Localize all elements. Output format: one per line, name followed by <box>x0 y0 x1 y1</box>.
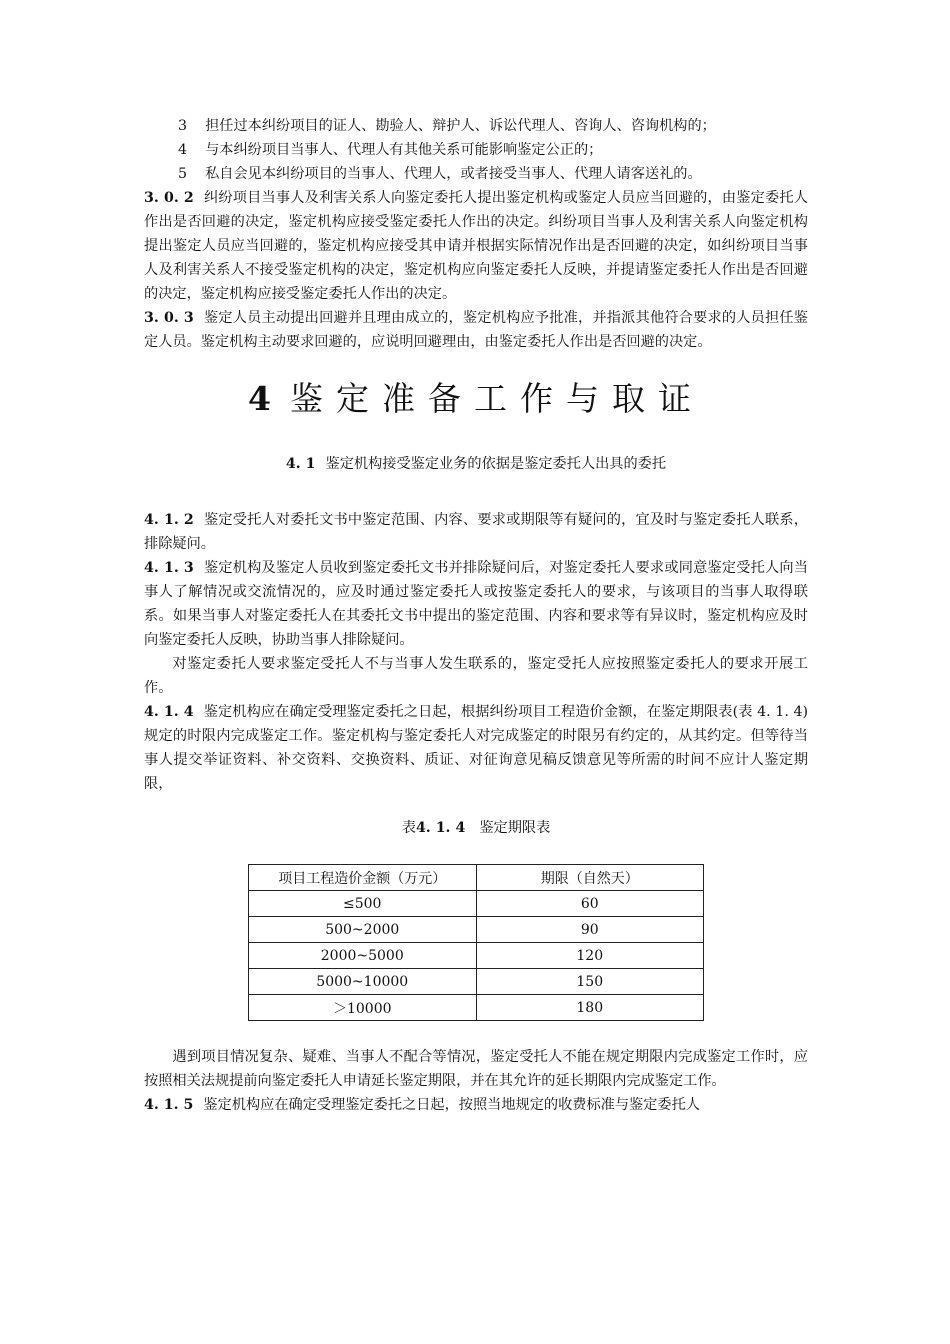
item-text: 与本纠纷项目当事人、代理人有其他关系可能影响鉴定公正的； <box>205 142 603 158</box>
clause-4-1-4 <box>144 700 808 796</box>
clause-4-1-3 <box>144 556 808 652</box>
chapter-title: 鉴定准备工作与取证 <box>289 379 704 418</box>
clause-3-0-3 <box>144 306 808 354</box>
clause-number: 4. 1. 2 <box>144 512 194 528</box>
table-cell: ≤500 <box>249 891 477 917</box>
clause-4-1-5 <box>144 1093 808 1117</box>
clause-number: 3. 0. 3 <box>144 310 194 326</box>
paragraph: 遇到项目情况复杂、疑难、当事人不配合等情况，鉴定受托人不能在规定期限内完成鉴定工作时，应按照相关法规提前向鉴定委托人申请延长鉴定期限，并在其允许的延长期限内完成鉴定工作。 <box>144 1049 808 1089</box>
item-number: 5 <box>178 166 188 182</box>
caption-title: 鉴定期限表 <box>479 820 551 836</box>
item-text: 担任过本纠纷项目的证人、勘验人、辩护人、诉讼代理人、咨询人、咨询机构的； <box>205 118 716 134</box>
list-item <box>144 138 808 162</box>
table-cell: 180 <box>476 995 704 1021</box>
item-number: 4 <box>178 142 188 158</box>
clause-4-1 <box>144 452 808 476</box>
list-item <box>144 162 808 186</box>
table-caption <box>144 816 808 840</box>
table-row <box>249 943 704 969</box>
item-number: 3 <box>178 118 188 134</box>
list-item <box>144 114 808 138</box>
table-cell: 120 <box>476 943 704 969</box>
clause-text: 鉴定机构及鉴定人员收到鉴定委托文书并排除疑问后，对鉴定委托人要求或同意鉴定受托人向当事人了解情况或交流情况的，应及时通过鉴定委托人或按鉴定委托人的要求，与该项目的当事人取得联系。如果当事人对鉴定委托人在其委托文书中提出的鉴定范围、内容和要求等有异议时，鉴定机构应及时向鉴定委托人反映，协助当事人排除疑问。 <box>144 560 808 648</box>
table-cell: 5000~10000 <box>249 969 477 995</box>
table-cell: 2000~5000 <box>249 943 477 969</box>
clause-text: 鉴定机构接受鉴定业务的依据是鉴定委托人出具的委托 <box>325 456 667 472</box>
table-header-row <box>249 865 704 891</box>
clause-number: 4. 1. 3 <box>144 560 194 576</box>
table-cell: 150 <box>476 969 704 995</box>
column-header: 期限（自然天） <box>476 865 704 891</box>
table-cell: 500~2000 <box>249 917 477 943</box>
table-row <box>249 891 704 917</box>
clause-number: 4. 1. 5 <box>144 1097 194 1113</box>
table-cell: 90 <box>476 917 704 943</box>
item-text: 私自会见本纠纷项目的当事人、代理人，或者接受当事人、代理人请客送礼的。 <box>205 166 702 182</box>
clause-text: 纠纷项目当事人及利害关系人向鉴定委托人提出鉴定机构或鉴定人员应当回避的，由鉴定委托人作出是否回避的决定，鉴定机构应接受鉴定委托人作出的决定。纠纷项目当事人及利害关系人向鉴定机构提出鉴定人员应当回避的，鉴定机构应接受其申请并根据实际情况作出是否回避的决定，如纠纷项目当事人及利害关系人不接受鉴定机构的决定，鉴定机构应向鉴定委托人反映，并提请鉴定委托人作出是否回避的决定，鉴定机构应接受鉴定委托人作出的决定。 <box>144 190 808 302</box>
column-header: 项目工程造价金额（万元） <box>249 865 477 891</box>
table-row <box>249 917 704 943</box>
clause-text: 鉴定机构应在确定受理鉴定委托之日起，按照当地规定的收费标准与鉴定委托人 <box>203 1097 700 1113</box>
clause-4-1-2 <box>144 508 808 556</box>
paragraph: 对鉴定委托人要求鉴定受托人不与当事人发生联系的，鉴定受托人应按照鉴定委托人的要求开展工作。 <box>144 656 808 696</box>
caption-number: 4. 1. 4 <box>415 820 466 836</box>
chapter-heading <box>144 368 808 430</box>
clause-number: 3. 0. 2 <box>144 190 194 206</box>
caption-prefix: 表 <box>401 820 416 836</box>
clause-3-0-2 <box>144 186 808 306</box>
clause-number: 4. 1 <box>285 456 316 472</box>
clause-number: 4. 1. 4 <box>144 704 194 720</box>
document-page <box>144 114 808 1117</box>
clause-text: 鉴定机构应在确定受理鉴定委托之日起，根据纠纷项目工程造价金额，在鉴定期限表(表 4. 1. 4)规定的时限内完成鉴定工作。鉴定机构与鉴定委托人对完成鉴定的时限另有约定的，从其约定。但等待当事人提交举证资料、补交资料、交换资料、质证、对征询意见稿反馈意见等所需的时间不应计人鉴定期限， <box>144 704 809 792</box>
table-cell: 60 <box>476 891 704 917</box>
table-cell: ＞10000 <box>249 995 477 1021</box>
deadline-table <box>248 864 704 1021</box>
chapter-number: 4 <box>248 379 284 418</box>
table-row <box>249 995 704 1021</box>
table-row <box>249 969 704 995</box>
clause-text: 鉴定人员主动提出回避并且理由成立的，鉴定机构应予批准，并指派其他符合要求的人员担任鉴定人员。鉴定机构主动要求回避的，应说明回避理由，由鉴定委托人作出是否回避的决定。 <box>144 310 808 350</box>
clause-text: 鉴定受托人对委托文书中鉴定范围、内容、要求或期限等有疑问的，宜及时与鉴定委托人联系，排除疑问。 <box>144 512 808 552</box>
